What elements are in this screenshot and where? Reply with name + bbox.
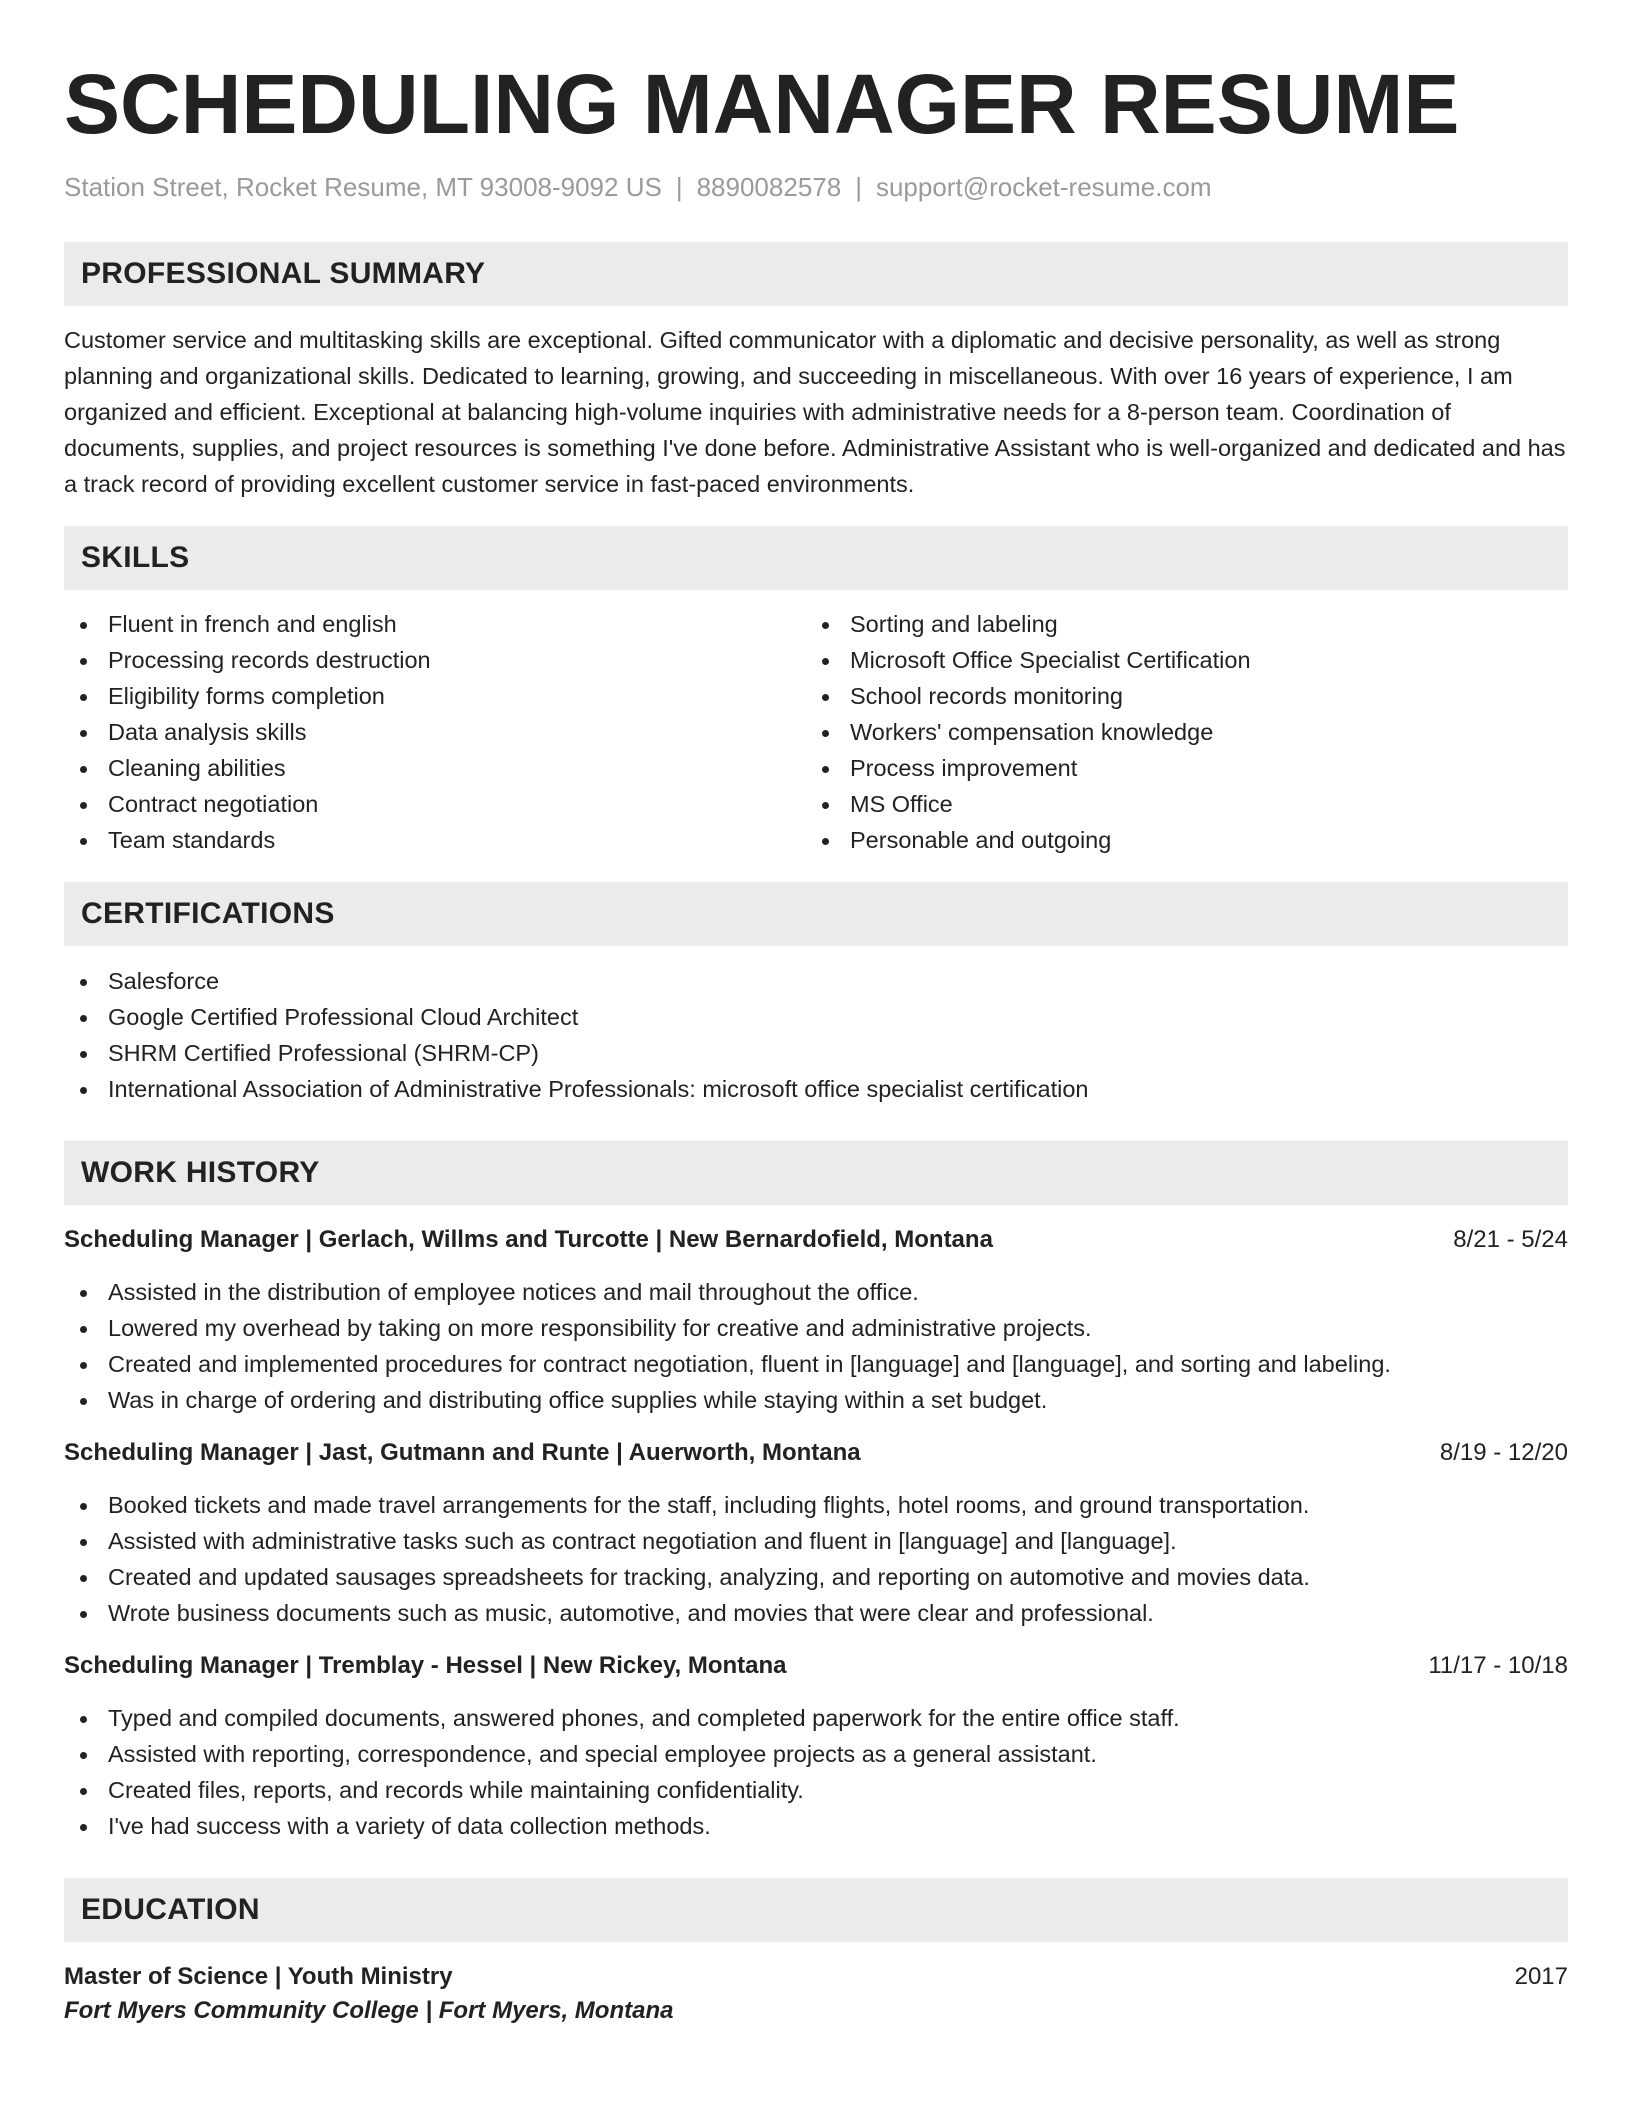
skill-item: Data analysis skills (64, 714, 806, 750)
job-header (64, 1223, 1568, 1257)
job-dates: 8/19 - 12/20 (1439, 1439, 1568, 1466)
job-entry (64, 1223, 1568, 1418)
section-title: SKILLS (81, 541, 190, 574)
job-bullet: Created and implemented procedures for contract negotiation, fluent in [language] and [language], and sorting and labeling. (64, 1346, 1568, 1382)
education-degree: Master of Science | Youth Ministry (64, 1963, 453, 1990)
contact-separator: | (855, 172, 862, 202)
skill-item: School records monitoring (806, 678, 1548, 714)
education-header (64, 1960, 1568, 1994)
skill-item: Eligibility forms completion (64, 678, 806, 714)
job-bullet: Created and updated sausages spreadsheets for tracking, analyzing, and reporting on automotive and movies data. (64, 1559, 1568, 1595)
skill-item: Process improvement (806, 750, 1548, 786)
contact-email: support@rocket-resume.com (875, 172, 1212, 202)
contact-separator: | (675, 172, 683, 202)
job-dates: 8/21 - 5/24 (1453, 1226, 1568, 1253)
certification-item: SHRM Certified Professional (SHRM-CP) (64, 1035, 1568, 1071)
job-bullet: I've had success with a variety of data collection methods. (64, 1808, 1568, 1844)
job-bullets (64, 1274, 1568, 1418)
section-header-summary (64, 242, 1568, 306)
job-bullet: Assisted in the distribution of employee notices and mail throughout the office. (64, 1274, 1568, 1310)
job-bullets (64, 1700, 1568, 1844)
certification-item: Salesforce (64, 963, 1568, 999)
skill-item: Cleaning abilities (64, 750, 806, 786)
certification-item: International Association of Administrative Professionals: microsoft office specialist certification (64, 1071, 1568, 1107)
section-title: PROFESSIONAL SUMMARY (81, 257, 486, 290)
page-title: SCHEDULING MANAGER RESUME (64, 57, 1460, 151)
skill-item: Processing records destruction (64, 642, 806, 678)
section-header-skills (64, 526, 1568, 590)
job-bullet: Created files, reports, and records while maintaining confidentiality. (64, 1772, 1568, 1808)
skill-item: Workers' compensation knowledge (806, 714, 1548, 750)
summary-text: Customer service and multitasking skills are exceptional. Gifted communicator with a diplomatic and decisive personality, as well as strong planning and organizational skills. Dedicated to learning, growing, and succeeding in miscellaneous. With over 16 years of experience, I am organized and efficient. Exceptional at balancing high-volume inquiries with administrative needs for a 8-person team. Coordination of documents, supplies, and project resources is something I've done before. Administrative Assistant who is well-organized and dedicated and has a track record of providing excellent customer service in fast-paced environments. (64, 327, 1566, 497)
job-title: Scheduling Manager | Jast, Gutmann and Runte | Auerworth, Montana (64, 1439, 861, 1466)
job-bullet: Lowered my overhead by taking on more responsibility for creative and administrative projects. (64, 1310, 1568, 1346)
job-bullets (64, 1487, 1568, 1631)
certifications-list (64, 963, 1568, 1107)
skills-grid (64, 606, 1568, 858)
job-title: Scheduling Manager | Gerlach, Willms and Turcotte | New Bernardofield, Montana (64, 1226, 993, 1253)
section-title: CERTIFICATIONS (81, 897, 335, 930)
skill-item: Contract negotiation (64, 786, 806, 822)
contact-address: Station Street, Rocket Resume, MT 93008-9092 US (64, 172, 662, 202)
skill-item: Sorting and labeling (806, 606, 1548, 642)
job-bullet: Booked tickets and made travel arrangements for the staff, including flights, hotel rooms, and ground transportation. (64, 1487, 1568, 1523)
section-header-certifications (64, 882, 1568, 946)
job-bullet: Typed and compiled documents, answered phones, and completed paperwork for the entire office staff. (64, 1700, 1568, 1736)
contact-phone: 8890082578 (696, 172, 842, 202)
section-title: EDUCATION (81, 1893, 260, 1926)
job-dates: 11/17 - 10/18 (1428, 1652, 1568, 1679)
skills-column-left (64, 606, 806, 858)
job-header (64, 1436, 1568, 1470)
certification-item: Google Certified Professional Cloud Architect (64, 999, 1568, 1035)
skill-item: MS Office (806, 786, 1548, 822)
skill-item: Microsoft Office Specialist Certification (806, 642, 1548, 678)
education-year: 2017 (1514, 1963, 1568, 1990)
skill-item: Fluent in french and english (64, 606, 806, 642)
job-header (64, 1649, 1568, 1683)
skill-item: Team standards (64, 822, 806, 858)
job-bullet: Assisted with reporting, correspondence, and special employee projects as a general assistant. (64, 1736, 1568, 1772)
skill-item: Personable and outgoing (806, 822, 1548, 858)
contact-line (64, 170, 1568, 204)
job-bullet: Wrote business documents such as music, automotive, and movies that were clear and professional. (64, 1595, 1568, 1631)
job-entry (64, 1436, 1568, 1631)
job-title: Scheduling Manager | Tremblay - Hessel | New Rickey, Montana (64, 1652, 787, 1679)
job-entry (64, 1649, 1568, 1844)
education-school: Fort Myers Community College | Fort Myers, Montana (64, 1997, 674, 2024)
skills-column-right (806, 606, 1548, 858)
job-bullet: Was in charge of ordering and distributing office supplies while staying within a set budget. (64, 1382, 1568, 1418)
section-header-education (64, 1878, 1568, 1942)
section-header-work-history (64, 1141, 1568, 1205)
section-title: WORK HISTORY (81, 1156, 320, 1189)
job-bullet: Assisted with administrative tasks such as contract negotiation and fluent in [language] and [language]. (64, 1523, 1568, 1559)
